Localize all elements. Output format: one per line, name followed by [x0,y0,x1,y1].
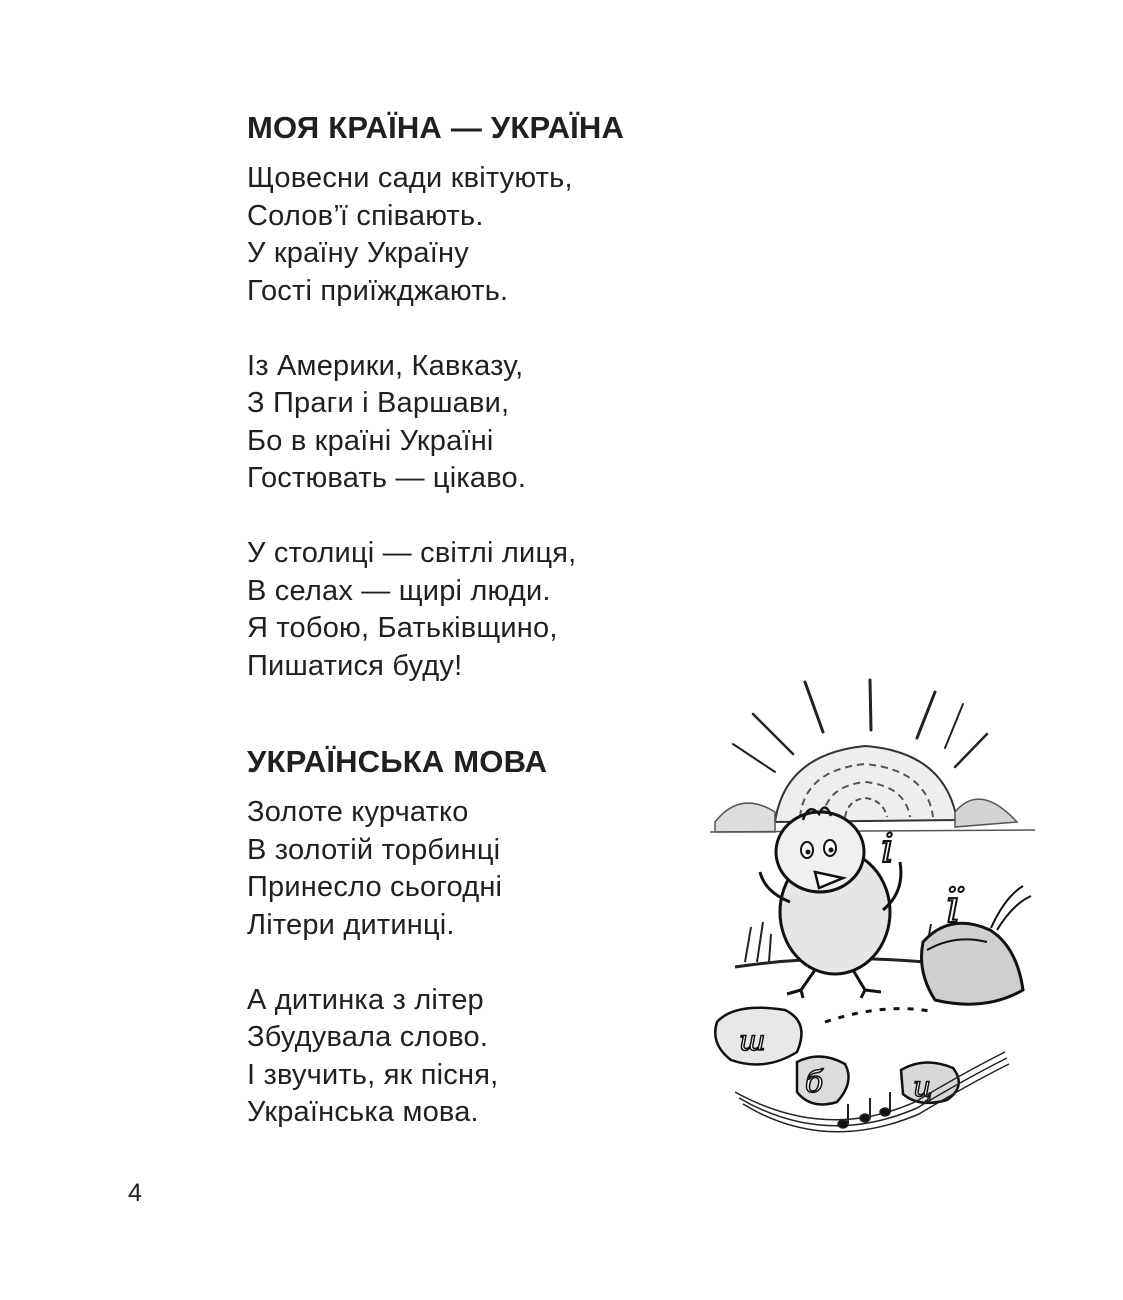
verse-line: Збудувала слово. [247,1021,489,1053]
trail-line [825,1009,935,1022]
svg-text:ц: ц [913,1070,933,1103]
verse-line: З Праги і Варшави, [247,387,510,419]
svg-text:і: і [881,826,894,872]
verse-line: Бо в країні Україні [247,424,494,457]
poem-title: МОЯ КРАЇНА — УКРАЇНА [247,110,625,145]
verse-line: Літери дитинці. [247,908,455,941]
bag-icon [922,879,1032,1004]
stanza [247,794,547,944]
verse-line: Із Америки, Кавказу, [247,349,524,382]
svg-text:ш: ш [739,1024,766,1057]
poem-ukrainska-mova [247,743,547,1132]
music-notes-icon [735,1052,1009,1132]
stanza [247,348,624,498]
stanza [247,535,624,685]
verse-line: У країну Україну [247,237,469,269]
verse-line: Пишатися буду! [247,649,463,682]
verse-line: Золоте курчатко [247,796,469,828]
chick-illustration [705,672,1045,1152]
chick-icon [760,807,901,998]
stanza [247,160,624,310]
verse-line: Щовесни сади квітують, [247,162,573,194]
svg-text:б: б [805,1065,824,1100]
sun-icon [775,746,957,822]
verse-line: І звучить, як пісня, [247,1058,499,1091]
letter-clouds-icon [715,1008,959,1105]
verse-line: Солов’ї співають. [247,199,484,232]
verse-line: У столиці — світлі лиця, [247,537,577,569]
verse-line: В золотій торбинці [247,833,501,866]
verse-line: А дитинка з літер [247,983,484,1016]
verse-line: Українська мова. [247,1096,479,1128]
poem-moya-kraina [247,109,624,685]
verse-line: Принесло сьогодні [247,871,503,903]
svg-text:ї: ї [945,879,960,933]
stanza [247,982,547,1132]
verse-line: В селах — щирі люди. [247,574,551,607]
page-number: 4 [128,1179,142,1207]
verse-line: Гості приїжджають. [247,274,509,307]
poem-title: УКРАЇНСЬКА МОВА [247,744,548,779]
letter-i-icon [881,826,894,872]
verse-line: Гостювать — цікаво. [247,462,527,494]
verse-line: Я тобою, Батьківщино, [247,612,558,644]
